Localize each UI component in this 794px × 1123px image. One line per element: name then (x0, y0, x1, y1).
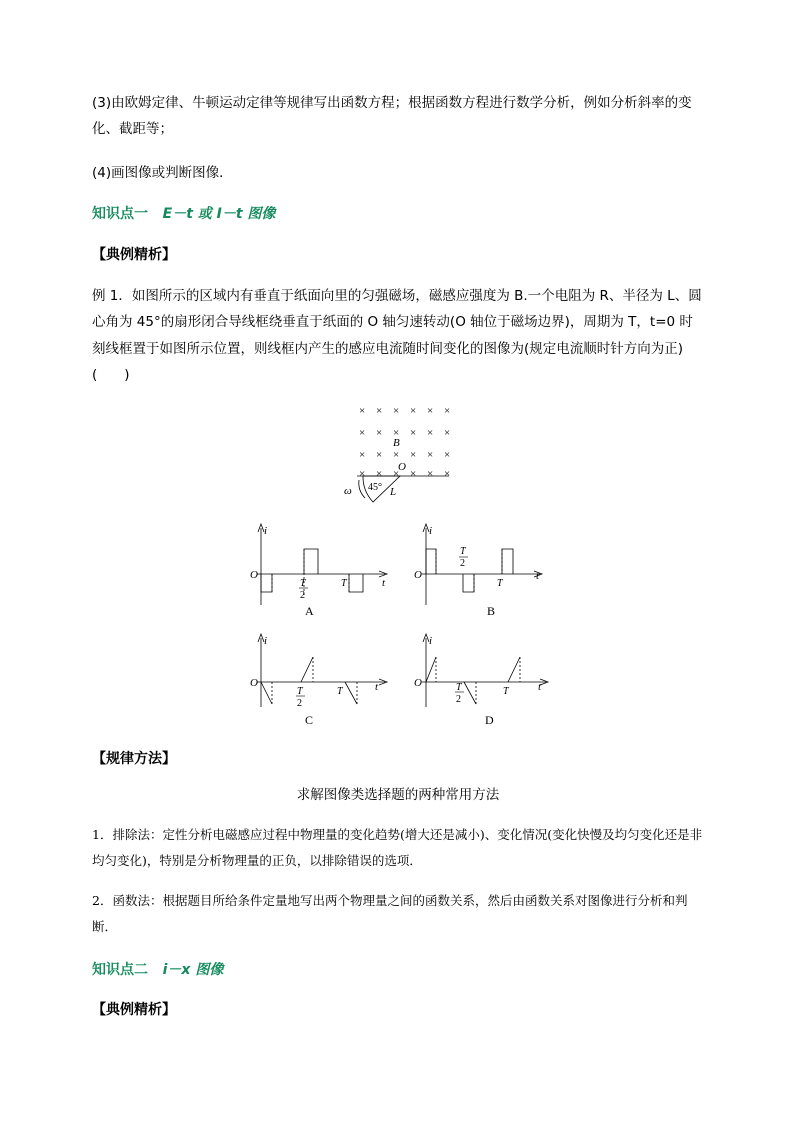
step-4-text: (4)画图像或判断图像． (92, 165, 233, 181)
rotation-arrow (359, 480, 365, 498)
field-cross: × (359, 427, 366, 439)
option-a-label: A (305, 604, 314, 618)
field-cross: × (427, 449, 434, 461)
tick-T-over-2-den: 2 (456, 694, 461, 705)
tick-T-over-2-num: T (456, 682, 462, 693)
field-cross: × (393, 405, 400, 417)
option-c-label: C (305, 713, 314, 727)
field-cross: × (359, 468, 366, 480)
field-cross: × (393, 468, 400, 480)
current-curve (261, 657, 357, 704)
label-omega: ω (344, 485, 352, 497)
label-O: O (398, 461, 406, 473)
example-1-text: 例 1．如图所示的区域内有垂直于纸面向里的匀强磁场，磁感应强度为 B.一个电阻为 R、半径为 L、圆心角为 45°的扇形闭合导线框绕垂直于纸面的 O 轴匀速转动(O 轴位于磁场边界)，周期为 T，t=0 时刻线框置于如图所示位置，则线框内产生的感应电流随时间变化的图像为(规定电流顺时针方向为正)( ) (92, 288, 702, 383)
axis-i: i (264, 635, 268, 647)
field-cross: × (427, 427, 434, 439)
option-b-graph (408, 520, 558, 620)
field-cross: × (359, 405, 366, 417)
origin-O: O (250, 569, 258, 581)
axis-i: i (429, 525, 433, 537)
label-L: L (390, 486, 397, 498)
axis-t: t (382, 577, 386, 589)
method-item-2: 2．函数法：根据题目所给条件定量地写出两个物理量之间的函数关系，然后由函数关系对图像进行分析和判断． (92, 893, 688, 935)
field-cross: × (410, 468, 417, 480)
field-cross: × (376, 405, 383, 417)
method-label: 【规律方法】 (92, 751, 176, 767)
angle-45: 45° (368, 482, 382, 493)
step-3-text: (3)由欧姆定律、牛顿运动定律等规律写出函数方程；根据函数方程进行数学分析，例如分析斜率的变化、截距等； (92, 95, 692, 138)
method-title: 求解图像类选择题的两种常用方法 (296, 787, 500, 803)
field-cross: × (410, 449, 417, 461)
axis-t: t (538, 681, 542, 693)
section-1-heading (92, 201, 704, 228)
option-b-label: B (487, 604, 496, 618)
field-cross: × (393, 449, 400, 461)
tick-T-over-2-num: T (300, 578, 306, 589)
field-cross: × (444, 468, 451, 480)
tick-T: T (341, 578, 347, 589)
section-1-formula: E－t 或 I－t 图像 (162, 206, 276, 222)
section-2-prefix: 知识点二 (92, 962, 148, 978)
field-cross: × (393, 427, 400, 439)
field-cross: × (410, 405, 417, 417)
field-cross: × (359, 449, 366, 461)
tick-T: T (497, 578, 503, 589)
field-cross: × (427, 405, 434, 417)
current-curve (261, 549, 363, 592)
option-c-graph (245, 632, 395, 712)
label-B: B (393, 437, 400, 449)
axis-t: t (536, 570, 540, 582)
axis-t: t (375, 681, 379, 693)
axis-i: i (264, 525, 268, 537)
section-2-formula: i－x 图像 (162, 962, 224, 978)
origin-O: O (250, 677, 258, 689)
origin-O: O (414, 677, 422, 689)
section-2-analysis-label: 【典例精析】 (92, 1002, 176, 1018)
section-1-analysis-label: 【典例精析】 (92, 247, 176, 263)
tick-T-over-2-den: 2 (460, 558, 465, 569)
method-item-1: 1．排除法：定性分析电磁感应过程中物理量的变化趋势(增大还是减小)、变化情况(变化快慢及均匀变化还是非均匀变化)，特别是分析物理量的正负，以排除错误的选项． (92, 827, 703, 869)
section-2-heading (92, 957, 704, 984)
origin-O: O (414, 569, 422, 581)
field-cross: × (444, 449, 451, 461)
tick-T: T (503, 686, 509, 697)
tick-T-over-2-den: 2 (300, 590, 305, 601)
tick-T: T (337, 686, 343, 697)
field-cross: × (410, 427, 417, 439)
field-cross: × (376, 468, 383, 480)
tick-T-over-2-num: T (297, 686, 303, 697)
tick-T-over-2-den: 2 (297, 698, 302, 709)
field-cross: × (444, 405, 451, 417)
field-cross: × (444, 427, 451, 439)
option-a-graph (245, 520, 395, 620)
option-d-graph (408, 632, 558, 712)
option-d-label: D (485, 713, 494, 727)
tick-T-over-2-num: T (460, 546, 466, 557)
field-cross: × (376, 449, 383, 461)
field-cross: × (376, 427, 383, 439)
magnetic-field-figure (335, 398, 465, 503)
section-1-prefix: 知识点一 (92, 206, 148, 222)
axis-i: i (429, 635, 433, 647)
field-cross: × (427, 468, 434, 480)
